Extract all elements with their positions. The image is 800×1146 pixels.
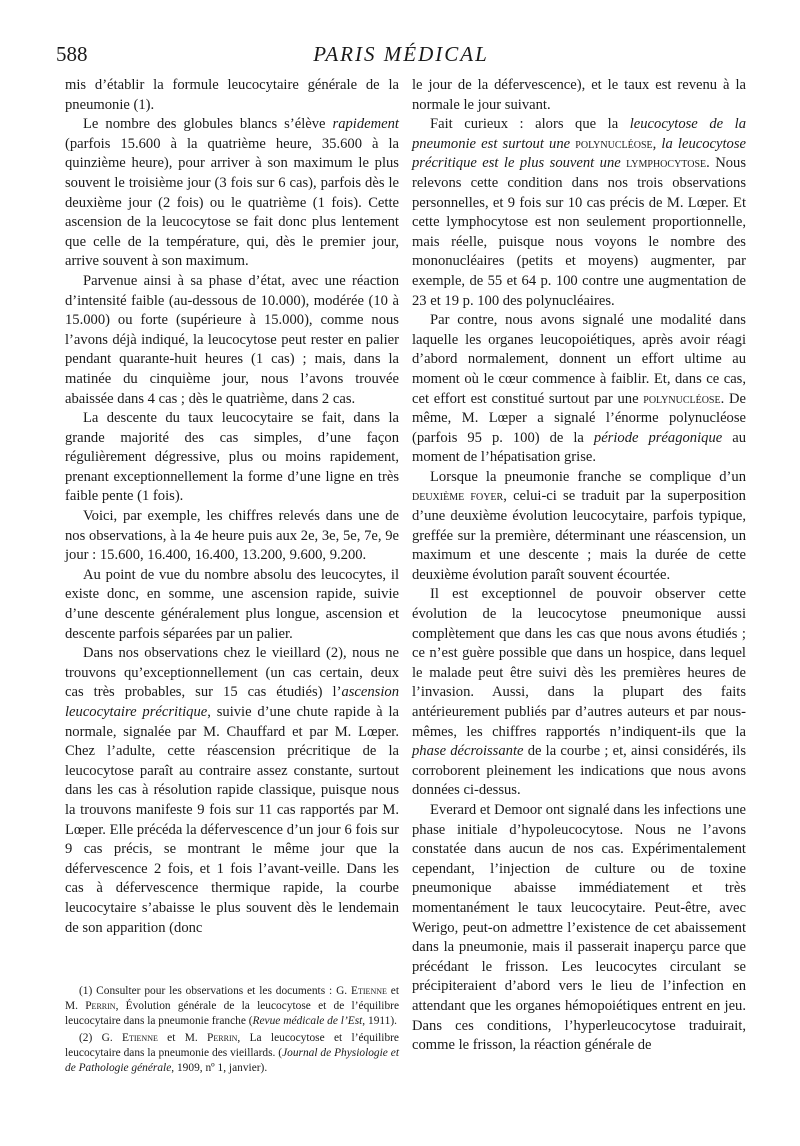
- footnotes: [65, 984, 399, 1078]
- paragraph: Parvenue ainsi à sa phase d’état, avec une réaction d’intensité faible (au-dessous de 10.000), modérée (10 à 15.000) ou forte (supérieure à 15.000), comme nous l’avons déjà indiqué, la leucocytose peut rester en palier pendant quarante-huit heures (1 cas) ; mais, dans la matinée du cinquième jour, nous l’avons trouvée abaissée dans 4 cas ; dès le quatrième, dans 2 cas.: [65, 272, 399, 407]
- left-column: [65, 76, 399, 938]
- paragraph: Par contre, nous avons signalé une modalité dans laquelle les organes leucopoiétiques, après avoir réagi d’abord normalement, donnent un effort ultime au moment où le cœur commence à faiblir. Et, dans ce cas, cet effort est constitué surtout par une polynucléose. De même, M. Lœper a signalé l’énorme polynucléose (parfois 95 p. 100) de la période préagonique au moment de l’hépatisation grise.: [412, 312, 746, 466]
- paragraph: Everard et Demoor ont signalé dans les infections une phase initiale d’hypoleucocytose. Nous ne l’avons constatée dans aucun de nos cas. Expérimentalement cependant, l’injection de culture ou de toxine pneumonique abaisse immédiatement et très momentanément le taux leucocytaire. Peut-être, avec Werigo, peut-on admettre l’existence de cet abaissement dans la pneumonie, mais il passerait inaperçu parce que précédant le frisson. Les leucocytes circulant se précipiteraient d’abord vers le lieu de l’infection en attendant que les organes hémopoiétiques entrent en jeu. Dans ces conditions, l’hyperleucocytose traduirait, comme le frisson, la réaction générale de: [412, 801, 746, 1054]
- paragraph: mis d’établir la formule leucocytaire générale de la pneumonie (1).: [65, 77, 399, 113]
- right-column: [412, 76, 746, 1056]
- paragraph: Fait curieux : alors que la leucocytose de la pneumonie est surtout une polynucléose, la leucocytose précritique est le plus souvent une lymphocytose. Nous relevons cette condition dans nos trois observations personnelles, et 9 fois sur 10 cas précis de M. Lœper. Et cette lymphocytose est non seulement proportionnelle, mais réelle, puisque nous voyons le nombre des mononucléaires (petits et moyens) augmenter, par exemple, de 55 et 64 p. 100 contre une augmentation de 23 et 19 p. 100 des polynucléaires.: [412, 116, 747, 309]
- running-title: PARIS MÉDICAL: [313, 42, 489, 66]
- paragraph: Le nombre des globules blancs s’élève rapidement (parfois 15.600 à la quatrième heure, 35.600 à la quinzième heure), pour arriver à son maximum le plus souvent le troisième jour (3 fois sur 6 cas), parfois dès le deuxième jour (2 fois) ou le quatrième (1 fois). Cette ascension de la leucocytose se fait donc plus lentement que celle de la température, qui, dès le premier jour, arrive souvent à son maximum.: [65, 116, 399, 270]
- footnote: (1) Consulter pour les observations et les documents : G. Etienne et M. Perrin, Évolution générale de la leucocytose et de l’équilibre leucocytaire dans la pneumonie franche (Revue médicale de l’Est, 1911).: [65, 985, 399, 1027]
- paragraph: Voici, par exemple, les chiffres relevés dans une de nos observations, à la 4e heure puis aux 2e, 3e, 5e, 7e, 9e jour : 15.600, 16.400, 16.400, 13.200, 9.600, 9.200.: [65, 508, 399, 564]
- paragraph: Lorsque la pneumonie franche se complique d’un deuxième foyer, celui-ci se traduit par la superposition d’une deuxième évolution leucocytaire, parfois typique, greffée sur la première, déterminant une réascension, un maximum et une descente ; mais la durée de cette deuxième évolution paraît souvent écourtée.: [412, 468, 746, 583]
- paragraph: le jour de la défervescence), et le taux est revenu à la normale le jour suivant.: [412, 77, 746, 113]
- paragraph: La descente du taux leucocytaire se fait, dans la grande majorité des cas simples, d’une façon régulièrement dégressive, plus ou moins rapidement, prenant exceptionnellement la forme d’une ligne en très faible pente (1 fois).: [65, 410, 399, 505]
- page-number: 588: [56, 42, 88, 66]
- paragraph: Au point de vue du nombre absolu des leucocytes, il existe donc, en somme, une ascension rapide, suivie d’une descente généralement plus longue, ascension et descente parfois séparées par un palier.: [65, 566, 399, 642]
- paragraph: Il est exceptionnel de pouvoir observer cette évolution de la leucocytose pneumonique aussi complètement que dans les cas que nous avons étudiés ; ce n’est guère possible que dans un hospice, dans lequel le malade peut être suivi dès les premières heures de l’invasion. Aussi, dans la plupart des faits antérieurement publiés par d’autres auteurs et par nous-mêmes, les chiffres rapportés n’indiquent-ils que la phase décroissante de la courbe ; et, ainsi considérés, ils corroborent pleinement les indications que nous avons données ci-dessus.: [412, 586, 747, 799]
- paragraph: Dans nos observations chez le vieillard (2), nous ne trouvons qu’exceptionnellement (un cas certain, deux cas très probables, sur 15 cas étudiés) l’ascension leucocytaire précritique, suivie d’une chute rapide à la normale, signalée par M. Chauffard et par M. Lœper. Chez l’adulte, cette réascension précritique de la leucocytose paraît au contraire assez constante, surtout dans les cas à résolution rapide classique, puisque nous la trouvons manifeste 9 fois sur 11 cas rapportés par M. Lœper. Elle précéda la défervescence d’un jour 6 fois sur 9 cas précis, se montrant le même jour que la défervescence 2 fois, et 1 fois l’avant-veille. Dans les cas à défervescence thermique rapide, la courbe leucocytaire s’abaisse le plus souvent dès le lendemain de son apparition (donc: [65, 645, 399, 936]
- footnote: (2) G. Etienne et M. Perrin, La leucocytose et l’équilibre leucocytaire dans la pneumonie des vieillards. (Journal de Physiologie et de Pathologie générale, 1909, nº 1, janvier).: [65, 1032, 399, 1074]
- page-header: [56, 40, 746, 74]
